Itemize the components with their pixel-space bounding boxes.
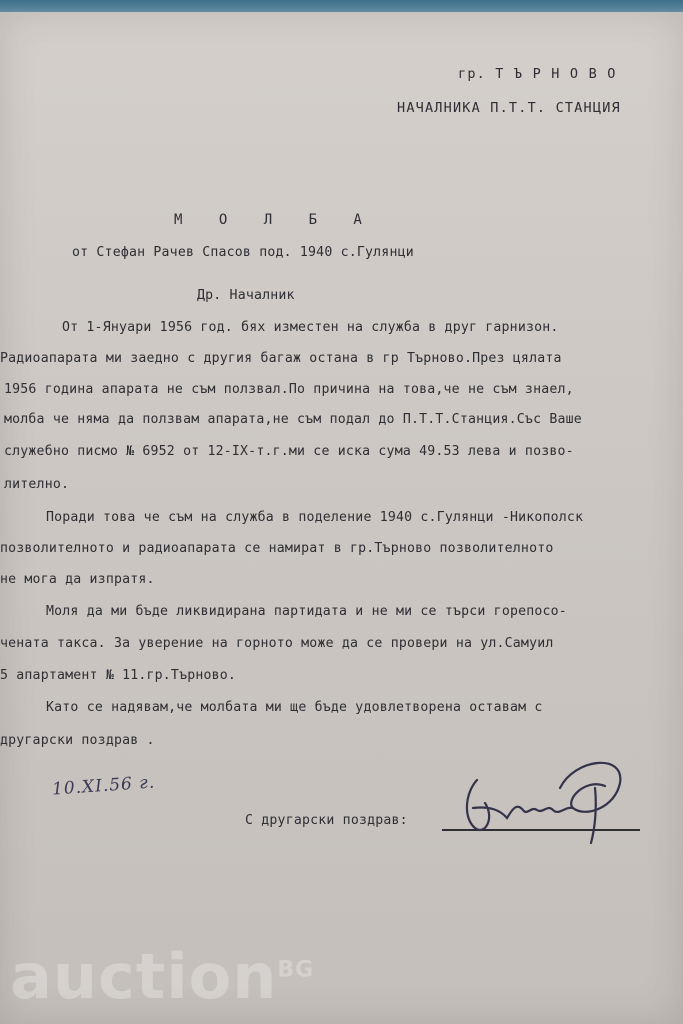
body-line: молба че няма да ползвам апарата,не съм подал до П.Т.Т.Станция.Със Ваше [4,412,582,427]
body-line: служебно писмо № 6952 от 12-IX-т.г.ми се иска сума 49.53 лева и позво- [4,444,574,459]
body-line: 5 апартамент № 11.гр.Търново. [0,668,237,683]
document-title: М О Л Б А [174,212,376,228]
body-line: Радиоапарата ми заедно с другия багаж остана в гр Търново.През цялата [0,351,562,366]
body-line: 1956 година апарата не съм ползвал.По причина на това,че не съм знаел, [4,382,574,397]
auction-watermark: auction$^{BG}$ [10,940,315,1013]
body-line: не мога да изпратя. [0,572,155,587]
body-line: чената такса. За уверение на горното може да се провери на ул.Самуил [0,636,554,651]
header-recipient: НАЧАЛНИКА П.Т.Т. СТАНЦИЯ [397,100,621,116]
body-line: Моля да ми бъде ликвидирана партидата и не ми се търси горепосо- [46,604,567,619]
body-line: От 1-Януари 1956 год. бях изместен на служба в друг гарнизон. [62,320,559,335]
header-city: гр. Т Ъ Р Н О В О [458,66,617,82]
body-line: лително. [4,477,70,492]
from-line: от Стефан Рачев Спасов под. 1940 с.Гулянци [72,245,414,260]
body-line: Като се надявам,че молбата ми ще бъде удовлетворена оставам с [46,700,543,715]
body-line: позволителното и радиоапарата се намират в гр.Търново позволителното [0,541,554,556]
closing-text: С другарски поздрав: [245,813,408,828]
salutation: Др. Началник [197,288,295,303]
body-line: другарски поздрав . [0,733,155,748]
handwritten-date: 10.XI.56 г. [51,772,156,800]
handwritten-signature [455,748,635,848]
body-line: Поради това че съм на служба в поделение 1940 с.Гулянци -Никополск [46,510,584,525]
